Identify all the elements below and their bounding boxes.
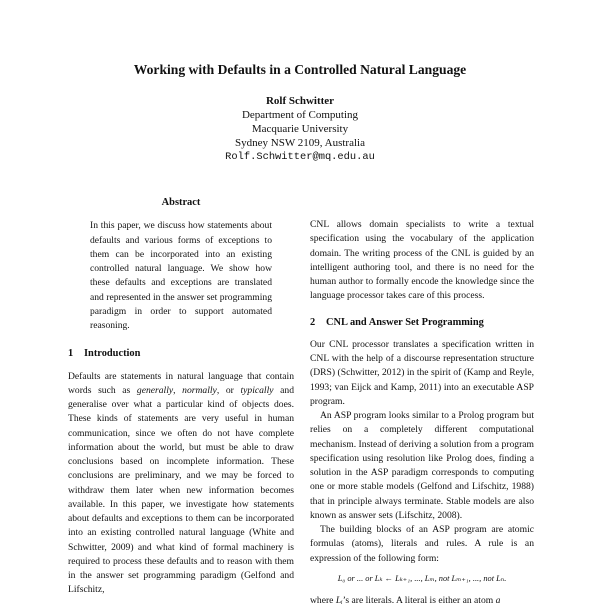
author-address: Sydney NSW 2109, Australia [235, 137, 365, 149]
section-2-heading [310, 316, 534, 330]
section-1-heading [68, 347, 294, 361]
author-university: Macquarie University [251, 123, 349, 135]
section-1-title: Introduction [84, 348, 141, 360]
word-generally: generally [136, 384, 174, 396]
abstract-heading: Abstract [161, 197, 201, 208]
literal-variable: Lᵢ [335, 595, 343, 606]
section-2-paragraph-1: Our CNL processor translates a specification written in CNL with the help of a discourse representation structure (DRS) (Schwitter, 2012) in the spirit of (Kamp and Reyle, 1993; van Eijck and Kamp, 2011) into an executable ASP program. [310, 338, 534, 407]
author-email: Rolf.Schwitter@mq.edu.au [225, 151, 375, 163]
author-block [0, 94, 600, 164]
section-2-paragraph-2: An ASP program looks similar to a Prolog program but relies on a completely different computational mechanism. Instead of deriving a solution from a program specification using resolution like Prolog does, finding a solution in the ASP paradigm corresponds to computing one or more stable models (Gelfond and Lifschitz, 1988) that in principle always terminate. Stable models are also known as answer sets (Lifschitz, 2008). [310, 410, 534, 521]
atom-variable: a [495, 595, 501, 606]
section-2-paragraph-4: where Lᵢ’s are literals. A literal is either an atom a [310, 595, 501, 606]
abstract-text: In this paper, we discuss how statements about defaults and various forms of exceptions to them can be incorporated into an existing controlled natural language. We show how these defaults and exceptions are translated and represented in the answer set programming paradigm in order to support automated reasoning. [90, 220, 272, 331]
intro-paragraph: Defaults are statements in natural language that contain words such as generally, normally, or typically and generalise over what a particular kind of objects does. These kinds of statements are very useful in human communication, since we often do not have complete information about the world, but must be able to draw conclusions based on incomplete information. These conclusions are preliminary, and we may be forced to withdraw them later when new information becomes available. In this paper, we investigate how statements about defaults and exceptions to them can be incorporated into an existing controlled natural language (White and Schwitter, 2009) and what kind of formal machinery is required to process these defaults and to reason with them in the answer set programming paradigm (Gelfond and Lifschitz, [68, 370, 294, 596]
continued-paragraph: CNL allows domain specialists to write a textual specification using the vocabulary of the application domain. The writing process of the CNL is guided by an intelligent authoring tool, and there is no need for the human author to formally encode the knowledge since the language processor takes care of this process. [310, 219, 534, 302]
word-typically: typically [240, 384, 274, 396]
section-2-title: CNL and Answer Set Programming [326, 316, 484, 328]
word-normally: normally [182, 384, 217, 396]
paper-title: Working with Defaults in a Controlled Natural Language [133, 62, 467, 77]
section-1-number: 1 [68, 348, 74, 360]
rule-formula: L₀ or ... or Lₖ ← Lₖ₊₁, ..., Lₘ, not Lₘ₊₁, ..., not Lₙ. [337, 573, 507, 583]
right-column [310, 218, 534, 608]
author-name: Rolf Schwitter [265, 95, 335, 107]
left-column [68, 196, 294, 598]
author-department: Department of Computing [241, 109, 359, 121]
section-2-number: 2 [310, 316, 316, 328]
section-2-paragraph-3: The building blocks of an ASP program are atomic formulas (atoms), literals and rules. A rule is an expression of the following form: [310, 524, 534, 564]
